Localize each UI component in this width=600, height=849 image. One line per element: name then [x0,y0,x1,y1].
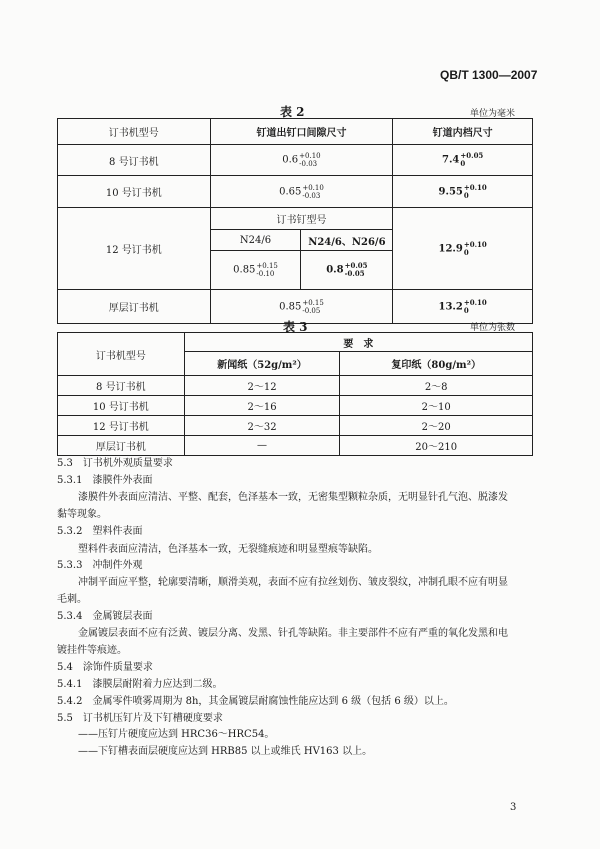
lower-tol: 0 [463,247,469,257]
subheader-cell: 订书钉型号 [210,208,393,230]
gap-cell [301,251,393,290]
value-cell: 20～210 [340,436,533,456]
value-cell: 2～8 [340,376,533,396]
upper-tol: +0.10 [299,152,321,160]
upper-tol: +0.05 [344,261,368,270]
upper-tol: +0.10 [463,182,487,192]
value: 9.55 [438,186,463,197]
value: 0.6 [282,154,299,166]
value-cell: 2～20 [340,416,533,436]
table2 [57,118,533,324]
section-5-3-1-heading: 5.3.1 漆膜件外表面 [57,475,153,486]
lower-tol: -0.10 [256,270,275,278]
value-cell: 2～16 [184,396,340,416]
paragraph-5-3-1-line2: 黏等现象。 [57,509,107,520]
model-cell: 8 号订书机 [58,145,211,176]
upper-tol: +0.10 [463,297,487,307]
header-cell: 新闻纸（52g/m²） [184,352,340,376]
value: 0.65 [279,186,302,197]
section-5-3-2-heading: 5.3.2 塑料件表面 [57,526,143,537]
value: 0.8 [326,264,344,276]
header-cell: 钉道出钉口间隙尺寸 [210,119,393,145]
header-cell: 钉道内档尺寸 [393,119,533,145]
header-cell: 订书机型号 [58,119,211,145]
model-cell: 厚层订书机 [58,436,185,456]
model-cell: 8 号订书机 [58,376,185,396]
header-cell: 要 求 [184,333,532,352]
section-5-4-2: 5.4.2 金属零件喷雾周期为 8h，其金属镀层耐腐蚀性能应达到 6 级（包括 6 级）以上。 [57,696,454,707]
table-row [58,376,533,396]
table-row [58,396,533,416]
value: 12.9 [438,243,463,254]
section-5-3-heading: 5.3 订书机外观质量要求 [57,458,173,469]
paragraph-5-3-3-line1: 冲制平面应平整，轮廓要清晰，顺滑美观，表面不应有拉丝划伤、皱皮裂纹，冲制孔眼不应有明显 [78,577,508,588]
paragraph-5-3-4-line1: 金属镀层表面不应有泛黄、镀层分离、发黑、针孔等缺陷。非主要部件不应有严重的氧化发黑和电 [78,628,508,639]
upper-tol: +0.15 [302,298,324,307]
upper-tol: +0.10 [302,183,324,192]
lower-tol: -0.03 [299,160,318,168]
paragraph-5-3-4-line2: 镀挂件等痕迹。 [57,645,127,656]
model-cell: 12 号订书机 [58,416,185,436]
inner-cell [393,290,533,324]
model-cell: 厚层订书机 [58,290,211,324]
model-cell: 12 号订书机 [58,208,211,290]
section-5-3-4-heading: 5.3.4 金属镀层表面 [57,611,153,622]
table-row [58,416,533,436]
list-item-press-plate: ——压钉片硬度应达到 HRC36～HRC54。 [78,729,275,740]
lower-tol: 0 [460,159,466,168]
paragraph-5-3-3-line2: 毛刺。 [57,594,87,605]
inner-cell [393,145,533,176]
header-cell: 复印纸（80g/m²） [340,352,533,376]
lower-tol: -0.05 [344,269,365,278]
table-row [58,436,533,456]
value-cell: — [184,436,340,456]
section-5-3-3-heading: 5.3.3 冲制件外观 [57,560,143,571]
table-row [58,176,533,208]
table-header-row [58,119,533,145]
section-5-4-heading: 5.4 涂饰件质量要求 [57,662,153,673]
value: 13.2 [438,301,463,312]
table-row [58,208,533,230]
lower-tol: -0.03 [302,191,321,200]
gap-cell [210,145,393,176]
upper-tol: +0.15 [256,262,278,270]
model-cell: 10 号订书机 [58,396,185,416]
table2-caption: 表 2 [280,105,305,119]
list-item-staple-groove: ——下钉槽表面层硬度应达到 HRB85 以上或维氏 HV163 以上。 [78,746,373,757]
upper-tol: +0.10 [463,239,487,249]
paragraph-5-3-2: 塑料件表面应清洁，色泽基本一致，无裂缝痕迹和明显塑痕等缺陷。 [78,544,378,555]
model-cell: 10 号订书机 [58,176,211,208]
lower-tol: 0 [463,190,469,200]
section-5-4-1: 5.4.1 漆膜层耐附着力应达到二级。 [57,679,223,690]
inner-cell [393,208,533,290]
upper-tol: +0.05 [460,151,484,160]
staple-type-cell: N24/6 [210,230,301,251]
lower-tol: -0.05 [302,306,321,315]
section-5-5-heading: 5.5 订书机压钉片及下钉槽硬度要求 [57,713,223,724]
inner-cell [393,176,533,208]
value: 7.4 [441,154,460,166]
value-cell: 2～12 [184,376,340,396]
table3 [57,332,533,456]
staple-type-cell: N24/6、N26/6 [301,230,393,251]
table3-unit: 单位为张数 [470,323,516,333]
gap-cell [210,176,393,208]
paragraph-5-3-1-line1: 漆膜件外表面应清洁、平整、配套，色泽基本一致，无密集型颗粒杂质，无明显针孔气泡、脱漆发 [78,492,508,503]
value: 0.85 [279,301,302,312]
table-row [58,145,533,176]
lower-tol: 0 [463,305,469,315]
standard-number: QB/T 1300—2007 [440,68,538,82]
table3-caption: 表 3 [283,320,308,334]
header-cell: 订书机型号 [58,333,185,376]
value-cell: 2～32 [184,416,340,436]
table-header-row [58,333,533,352]
value-cell: 2～10 [340,396,533,416]
value: 0.85 [233,264,256,276]
table2-unit: 单位为毫米 [470,109,516,119]
page-number: 3 [510,802,517,813]
gap-cell [210,251,301,290]
